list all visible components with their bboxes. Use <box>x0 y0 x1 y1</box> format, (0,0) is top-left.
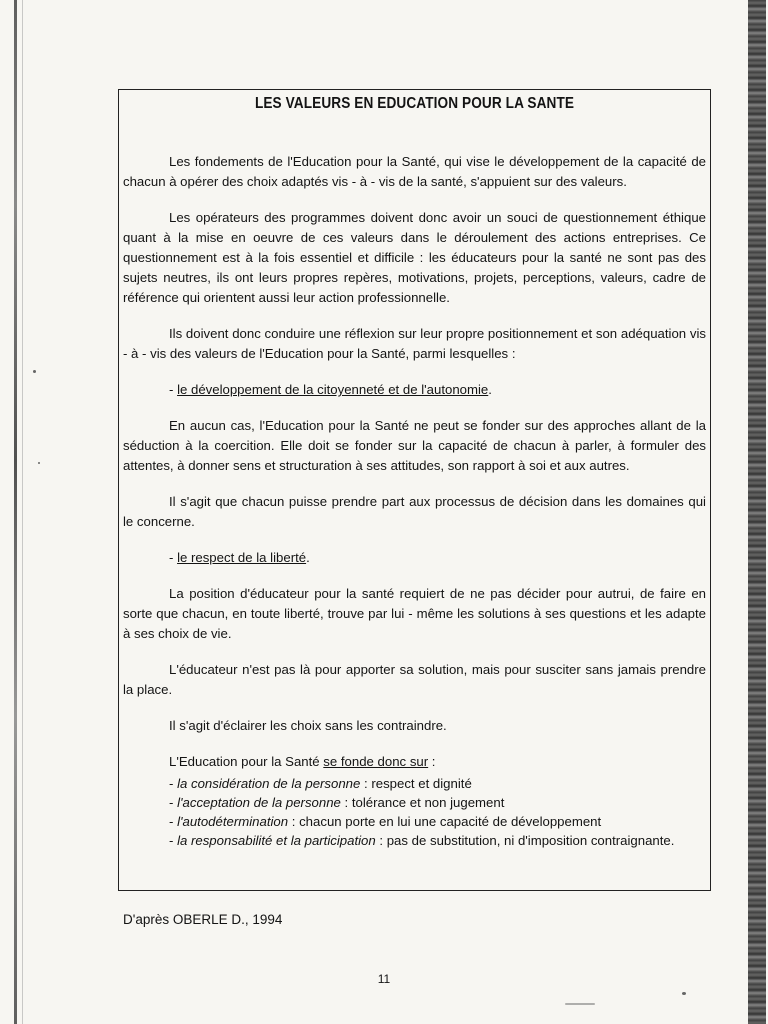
scan-edge-line <box>22 0 23 1024</box>
list-term: la responsabilité et la participation <box>177 833 376 848</box>
paragraph: Il s'agit d'éclairer les choix sans les contraindre. <box>169 718 447 733</box>
list-item: - la considération de la personne : respect et dignité <box>169 776 472 791</box>
founded-underlined: se fonde donc sur <box>323 754 429 769</box>
paragraph: La position d'éducateur pour la santé requiert de ne pas décider pour autrui, de faire en sorte que chacun, en toute liberté, trouve par lui - même les solutions à ses questions et les adapte à ses choix de vie. <box>123 586 706 641</box>
founded-suffix: : <box>428 754 436 769</box>
list-term: l'autodétermination <box>177 814 289 829</box>
list-item: - la responsabilité et la participation : pas de substitution, ni d'imposition contraignante. <box>169 833 675 848</box>
heading-suffix: . <box>488 382 492 397</box>
values-list <box>169 774 706 850</box>
scan-edge-right <box>748 0 766 1024</box>
paragraph: Ils doivent donc conduire une réflexion sur leur propre positionnement et son adéquation vis - à - vis des valeurs de l'Education pour la Santé, parmi lesquelles : <box>123 326 706 361</box>
heading-prefix: - <box>169 550 178 565</box>
list-item: - l'autodétermination : chacun porte en lui une capacité de développement <box>169 814 602 829</box>
heading-prefix: - <box>169 382 178 397</box>
scan-speck <box>682 992 686 995</box>
list-desc: : pas de substitution, ni d'imposition contraignante. <box>375 833 675 848</box>
list-item: - l'acceptation de la personne : tolérance et non jugement <box>169 795 505 810</box>
document-body <box>123 152 706 850</box>
list-term: l'acceptation de la personne <box>177 795 341 810</box>
page-number: 11 <box>377 972 391 986</box>
paragraph: Les fondements de l'Education pour la Santé, qui vise le développement de la capacité de chacun à opérer des choix adaptés vis - à - vis de la santé, s'appuient sur des valeurs. <box>123 154 706 189</box>
section-heading-freedom <box>123 548 706 568</box>
section-heading-citizenship <box>123 380 706 400</box>
heading-text: le développement de la citoyenneté et de l'autonomie <box>177 382 489 397</box>
document-title: LES VALEURS EN EDUCATION POUR LA SANTE <box>254 95 575 112</box>
source-citation: D'après OBERLE D., 1994 <box>123 912 283 927</box>
scan-speck <box>33 370 36 373</box>
heading-suffix: . <box>306 550 310 565</box>
scan-speck <box>38 462 40 464</box>
paragraph: Il s'agit que chacun puisse prendre part aux processus de décision dans les domaines qui le concerne. <box>123 494 706 529</box>
list-term: la considération de la personne <box>177 776 361 791</box>
paragraph: Les opérateurs des programmes doivent donc avoir un souci de questionnement éthique quant à la mise en oeuvre de ces valeurs dans le déroulement des actions entreprises. Ce questionnement est à la fois essentiel et difficile : les éducateurs pour la santé ne sont pas des sujets neutres, ils ont leurs propres repères, motivations, projets, perceptions, valeurs, cadre de référence qui orientent aussi leur action professionnelle. <box>123 210 706 305</box>
document-frame <box>118 89 711 891</box>
heading-text: le respect de la liberté <box>177 550 307 565</box>
paragraph: En aucun cas, l'Education pour la Santé ne peut se fonder sur des approches allant de la séduction à la coercition. Elle doit se fonder sur la capacité de chacun à parler, à formuler des attentes, à donner sens et structuration à ses attitudes, son rapport à soi et aux autres. <box>123 418 706 473</box>
scan-edge-left <box>14 0 17 1024</box>
founded-on-line <box>123 752 706 772</box>
list-desc: : chacun porte en lui une capacité de développement <box>288 814 602 829</box>
list-desc: : tolérance et non jugement <box>340 795 505 810</box>
founded-prefix: L'Education pour la Santé <box>169 754 324 769</box>
scan-speck <box>565 1003 595 1005</box>
list-desc: : respect et dignité <box>360 776 472 791</box>
paragraph: L'éducateur n'est pas là pour apporter sa solution, mais pour susciter sans jamais prendre la place. <box>123 662 706 697</box>
